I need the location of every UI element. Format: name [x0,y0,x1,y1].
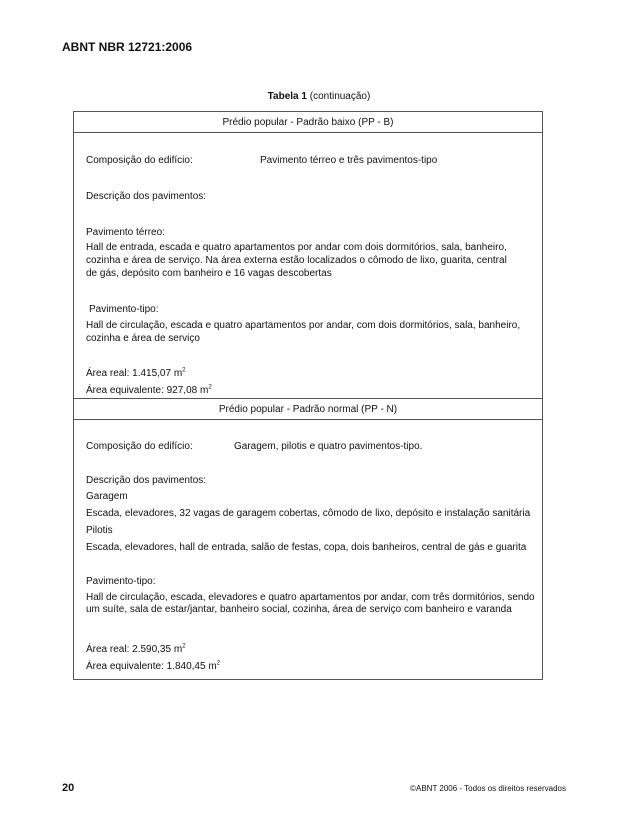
real-area [86,644,186,656]
table-label: Tabela 1 [267,91,307,102]
real-area-value: Área real: 2.590,35 m [86,644,183,655]
copyright-notice: ©ABNT 2006 - Todos os direitos reservados [410,784,566,793]
section-divider [74,419,542,420]
equivalent-area [86,385,212,397]
ground-floor-text-line: Hall de entrada, escada e quatro apartamentos por andar com dois dormitórios, sala, banheiro, [86,242,507,253]
document-code: ABNT NBR 12721:2006 [62,40,193,54]
real-area-value: Área real: 1.415,07 m [86,368,183,379]
section-title-pp-b: Prédio popular - Padrão baixo (PP - B) [222,117,394,128]
section-pp-b [73,111,543,399]
composition-label: Composição do edifício: [86,441,193,452]
description-label: Descrição dos pavimentos: [86,475,207,486]
unit-exponent: 2 [182,367,186,374]
section-pp-n [73,398,543,680]
equivalent-area-value: Área equivalente: 927,08 m [86,385,209,396]
section-divider [74,132,542,133]
unit-exponent: 2 [216,660,220,667]
typical-floor-text-line: Hall de circulação, escada e quatro apartamentos por andar, com dois dormitórios, sala, banheiro, [86,320,521,331]
ground-floor-text-line: de gás, depósito com banheiro e 16 vagas descobertas [86,268,332,279]
table-caption [0,91,638,102]
typical-floor-text-line: Hall de circulação, escada, elevadores e quatro apartamentos por andar, com três dormitórios, sendo [86,592,535,603]
composition-label: Composição do edifício: [86,155,193,166]
composition-value: Pavimento térreo e três pavimentos-tipo [260,155,438,166]
typical-floor-text-line: cozinha e área de serviço [86,333,200,344]
equivalent-area [86,661,220,673]
typical-floor-label: Pavimento-tipo: [86,576,156,587]
description-label: Descrição dos pavimentos: [86,191,207,202]
typical-floor-label: Pavimento-tipo: [89,304,159,315]
composition-value: Garagem, pilotis e quatro pavimentos-tipo. [234,441,423,452]
real-area [86,368,186,380]
ground-floor-label: Pavimento térreo: [86,227,165,238]
equivalent-area-value: Área equivalente: 1.840,45 m [86,661,217,672]
unit-exponent: 2 [182,643,186,650]
pilotis-label: Pilotis [86,525,113,536]
typical-floor-text-line: um suíte, sala de estar/jantar, banheiro social, cozinha, área de serviço com banheiro e varanda [86,604,512,615]
page-number: 20 [62,782,75,794]
garage-text: Escada, elevadores, 32 vagas de garagem cobertas, cômodo de lixo, depósito e instalação sanitária [86,508,531,519]
unit-exponent: 2 [208,384,212,391]
table-continuation: (continuação) [309,91,371,102]
ground-floor-text-line: cozinha e área de serviço. Na área externa estão localizados o cômodo de lixo, guarita, central [86,255,507,266]
section-title-pp-n: Prédio popular - Padrão normal (PP - N) [218,404,398,415]
pilotis-text: Escada, elevadores, hall de entrada, salão de festas, copa, dois banheiros, central de gás e guarita [86,542,527,553]
garage-label: Garagem [86,491,128,502]
